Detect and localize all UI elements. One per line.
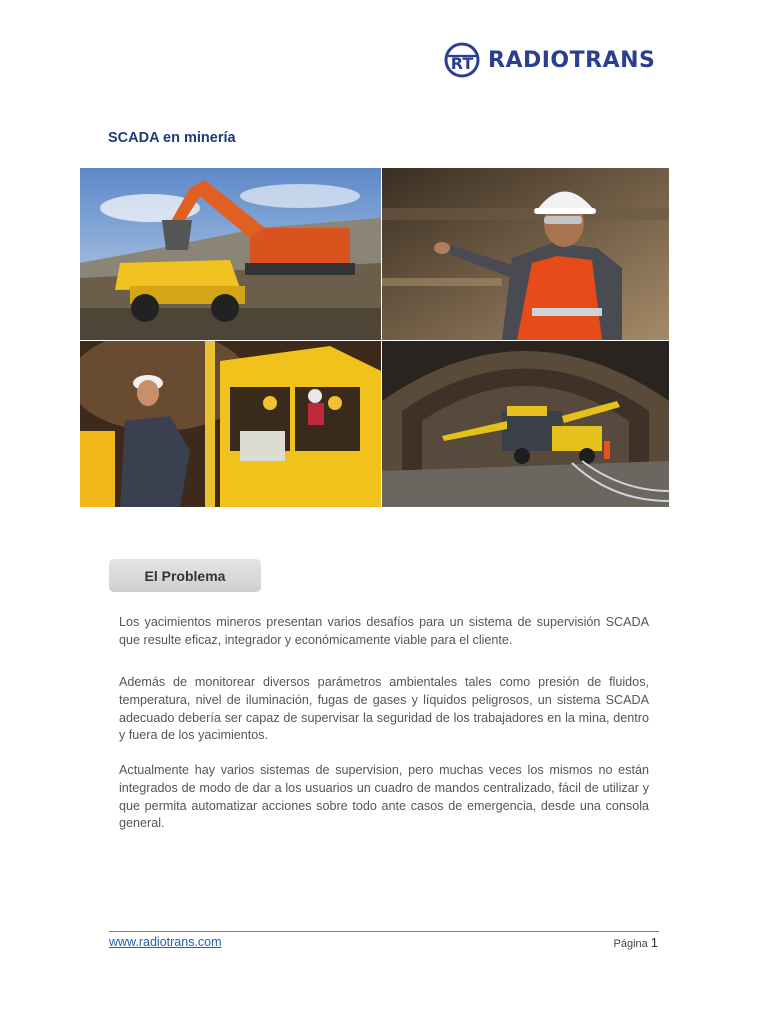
paragraph-3: Actualmente hay varios sistemas de supervision, pero muchas veces los mismos no están integrados de modo de dar a los usuarios un cuadro de mandos centralizado, fácil de utilizar y que permita automatizar acciones sobre todo ante casos de emergencia, desde una consola general. bbox=[119, 763, 649, 831]
footer-divider bbox=[109, 931, 659, 932]
photo-mine-tour-car bbox=[80, 341, 381, 507]
paragraph-2: Además de monitorear diversos parámetros ambientales tales como presión de fluidos, temperatura, nivel de iluminación, fugas de gases y líquidos peligrosos, un sistema SCADA adecuado debería ser capaz de supervisar la seguridad de los trabajadores en la mina, dentro y fuera de los yacimientos. bbox=[119, 675, 649, 743]
photo-collage bbox=[80, 168, 669, 507]
radiotrans-logo-icon bbox=[444, 42, 480, 78]
page-title: SCADA en minería bbox=[108, 130, 236, 146]
page-number: 1 bbox=[650, 935, 658, 950]
footer-page-number bbox=[614, 935, 659, 950]
photo-tunnel-drill bbox=[382, 341, 669, 507]
page-label: Página bbox=[613, 938, 648, 950]
paragraph-1: Los yacimientos mineros presentan varios desafíos para un sistema de supervisión SCADA que resulte eficaz, integrador y económicamente viable para el cliente. bbox=[119, 615, 649, 647]
photo-open-pit-excavator bbox=[80, 168, 381, 340]
photo-mine-worker bbox=[382, 168, 669, 340]
radiotrans-logo bbox=[444, 42, 655, 78]
section-heading-badge: El Problema bbox=[109, 559, 261, 592]
logo-text: RADIOTRANS bbox=[488, 47, 656, 73]
footer-website-link[interactable]: www.radiotrans.com bbox=[109, 935, 222, 949]
logo-mark-text: RT bbox=[450, 54, 474, 73]
